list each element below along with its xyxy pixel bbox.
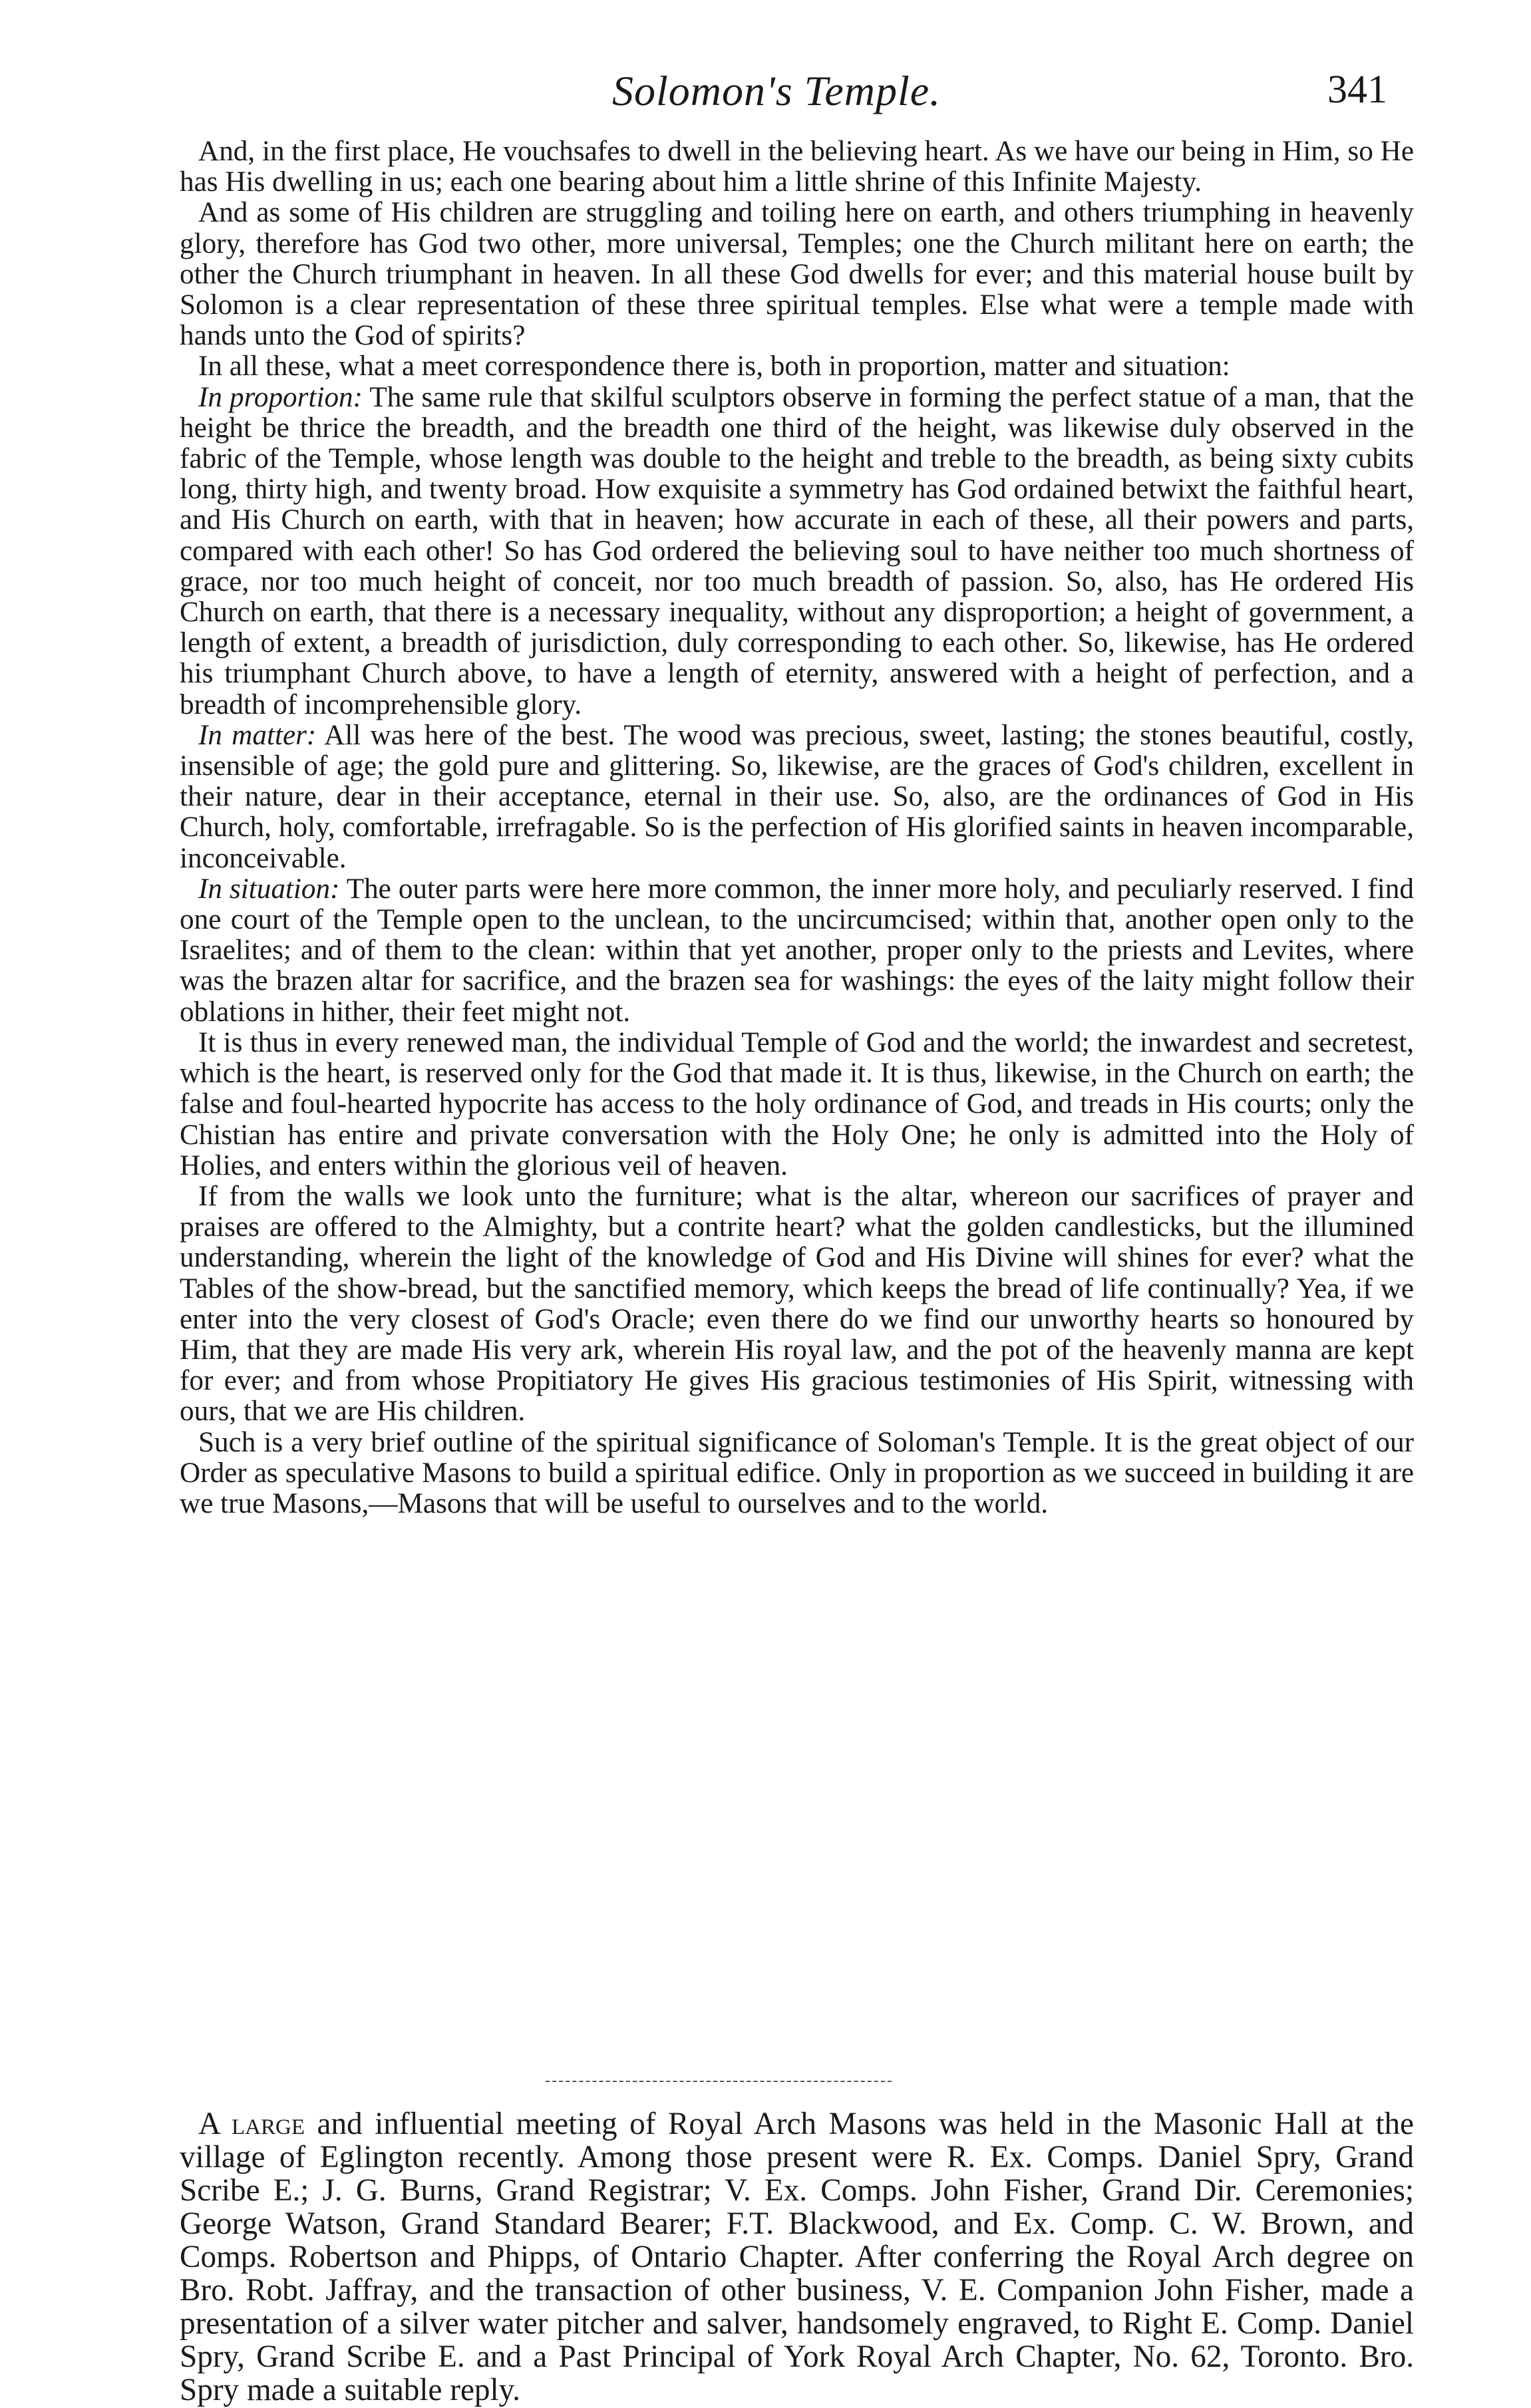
paragraph-matter <box>180 720 1414 874</box>
paragraph: And as some of His children are struggling and toiling here on earth, and others triumphing in heavenly glory, therefore has God two other, more universal, Temples; one the Church militant here on earth; the other the Church triumphant in heaven. In all these God dwells for ever; and this material house built by Solomon is a clear representation of these three spiritual temples. Else what were a temple made with hands unto the God of spirits? <box>180 197 1414 352</box>
matter-label: In matter: <box>198 719 317 751</box>
article-body <box>180 136 1414 1519</box>
proportion-label: In proportion: <box>198 381 363 413</box>
section-divider <box>546 2081 892 2082</box>
news-paragraph <box>180 2107 1414 2407</box>
situation-label: In situation: <box>198 873 340 905</box>
proportion-text: The same rule that skilful sculptors observe in forming the perfect statue of a man, that the height be thrice the breadth, and the breadth one third of the height, was likewise duly observed in the fabric of the Temple, whose length was double to the height and treble to the breadth, as being sixty cubits long, thirty high, and twenty broad. How exquisite a symmetry has God ordained betwixt the faithful heart, and His Church on earth, with that in heaven; how accurate in each of these, all their powers and parts, compared with each other! So has God ordered the believing soul to have neither too much shortness of grace, nor too much height of conceit, nor too much breadth of passion. So, also, has He ordered His Church on earth, that there is a necessary inequality, without any disproportion; a height of government, a length of extent, a breadth of jurisdiction, duly corresponding to each other. So, likewise, has He ordered his triumphant Church above, to have a length of eternity, answered with a height of perfection, and a breadth of incomprehensible glory. <box>180 381 1414 720</box>
news-lead: A large <box>198 2107 305 2141</box>
page-number: 341 <box>1327 67 1387 111</box>
paragraph: In all these, what a meet correspondence there is, both in proportion, matter and situation: <box>198 351 1230 382</box>
paragraph-situation <box>180 874 1414 1028</box>
news-text: and influential meeting of Royal Arch Masons was held in the Masonic Hall at the village of Eglington recently. Among those present were R. Ex. Comps. Daniel Spry, Grand Scribe E.; J. G. Burns, Grand Registrar; V. Ex. Comps. John Fisher, Grand Dir. Ceremonies; George Watson, Grand Standard Bearer; F.T. Blackwood, and Ex. Comp. C. W. Brown, and Comps. Robertson and Phipps, of Ontario Chapter. After conferring the Royal Arch degree on Bro. Robt. Jaffray, and the transaction of other business, V. E. Companion John Fisher, made a presentation of a silver water pitcher and salver, handsomely engraved, to Right E. Comp. Daniel Spry, Grand Scribe E. and a Past Principal of York Royal Arch Chapter, No. 62, Toronto. Bro. Spry made a suitable reply. <box>180 2107 1414 2407</box>
paragraph: It is thus in every renewed man, the individual Temple of God and the world; the inwardest and secretest, which is the heart, is reserved only for the God that made it. It is thus, likewise, in the Church on earth; the false and foul-hearted hypocrite has access to the holy ordinance of God, and treads in His courts; only the Chistian has entire and private conversation with the Holy One; he only is admitted into the Holy of Holies, and enters within the glorious veil of heaven. <box>180 1026 1414 1181</box>
paragraph: If from the walls we look unto the furniture; what is the altar, whereon our sacrifices of prayer and praises are offered to the Almighty, but a contrite heart? what the golden candlesticks, but the illumined understanding, wherein the light of the knowledge of God and His Divine will shines for ever? what the Tables of the show-bread, but the sanctified memory, which keeps the bread of life continually? Yea, if we enter into the very closest of God's Oracle; even there do we find our unworthy hearts so honoured by Him, that they are made His very ark, wherein His royal law, and the pot of the heavenly manna are kept for ever; and from whose Propitiatory He gives His gracious testimonies of His Spirit, witnessing with ours, that we are His children. <box>180 1180 1414 1428</box>
matter-text: All was here of the best. The wood was precious, sweet, lasting; the stones beautiful, costly, insensible of age; the gold pure and glittering. So, likewise, are the graces of God's children, excellent in their nature, dear in their acceptance, eternal in their use. So, also, are the ordinances of God in His Church, holy, comfortable, irrefragable. So is the perfection of His glorified saints in heaven incomparable, inconceivable. <box>180 719 1414 874</box>
paragraph: Such is a very brief outline of the spiritual significance of Soloman's Temple. It is the great object of our Order as speculative Masons to build a spiritual edifice. Only in proportion as we succeed in building it are we true Masons,—Masons that will be useful to ourselves and to the world. <box>180 1426 1414 1519</box>
running-title: Solomon's Temple. <box>612 67 941 114</box>
situation-text: The outer parts were here more common, the inner more holy, and peculiarly reserved. I find one court of the Temple open to the unclean, to the uncircumcised; within that, another open only to the Israelites; and of them to the clean: within that yet another, proper only to the priests and Levites, where was the brazen altar for sacrifice, and the brazen sea for washings: the eyes of the laity might follow their oblations in hither, their feet might not. <box>180 873 1414 1028</box>
paragraph-proportion <box>180 382 1414 720</box>
news-item <box>180 2107 1414 2407</box>
paragraph: And, in the first place, He vouchsafes to dwell in the believing heart. As we have our being in Him, so He has His dwelling in us; each one bearing about him a little shrine of this Infinite Majesty. <box>180 136 1414 198</box>
